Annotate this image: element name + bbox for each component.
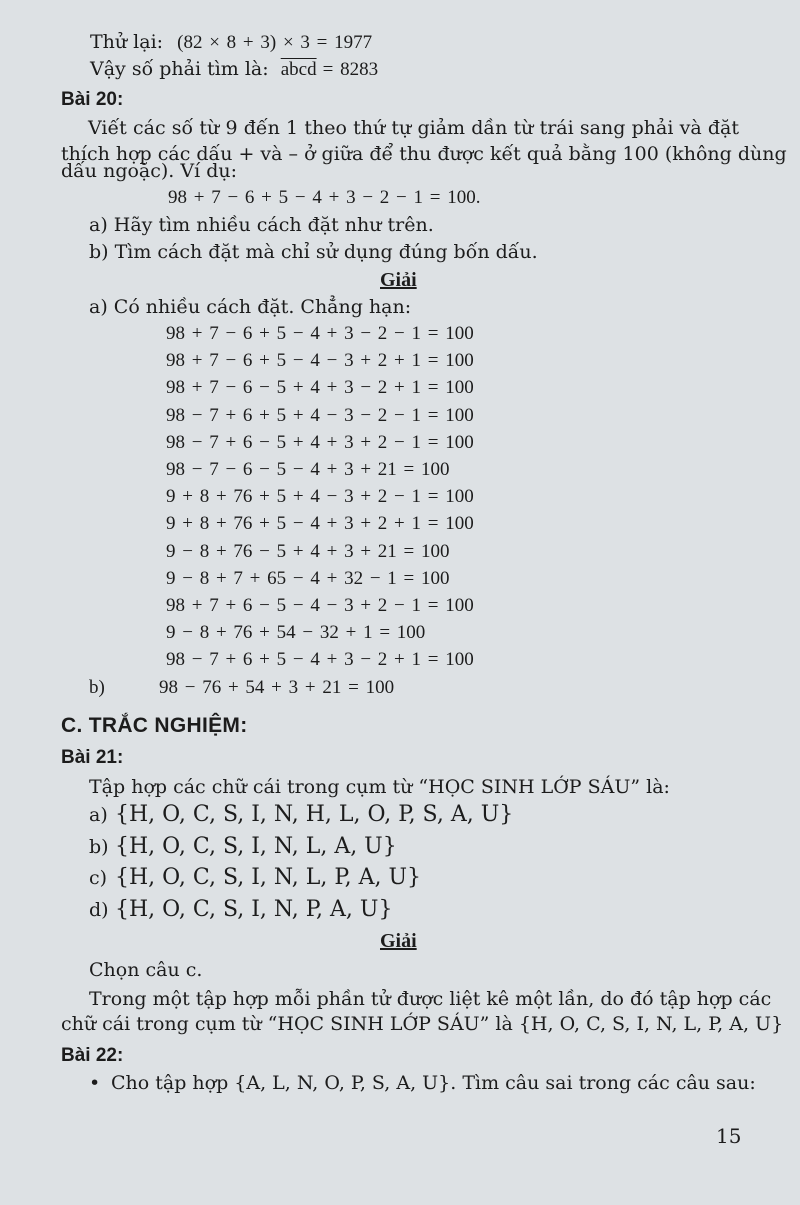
check-prefix: Thử lại: — [90, 31, 164, 53]
option-text: {H, O, C, S, I, N, H, L, O, P, S, A, U} — [115, 802, 514, 827]
option-text: {H, O, C, S, I, N, L, P, A, U} — [115, 865, 422, 890]
equation-line: 98 + 7 − 6 + 5 − 4 − 3 + 2 + 1 = 100 — [166, 350, 474, 371]
equation-line: 98 + 7 − 6 + 5 − 4 + 3 − 2 − 1 = 100 — [166, 323, 474, 344]
bai20-example: 98 + 7 − 6 + 5 − 4 + 3 − 2 − 1 = 100. — [168, 187, 481, 208]
equation-line: 98 − 7 + 6 + 5 + 4 − 3 − 2 − 1 = 100 — [166, 405, 474, 426]
bai21-explain-line1: Trong một tập hợp mỗi phần tử được liệt kê một lần, do đó tập hợp các — [89, 988, 772, 1010]
equation-line: 9 − 8 + 76 − 5 + 4 + 3 + 21 = 100 — [166, 541, 450, 562]
option-label: d) — [89, 899, 109, 921]
option-row — [89, 898, 392, 922]
option-label: c) — [89, 867, 108, 889]
bai20-problem-line2: thích hợp các dấu + và – ở giữa để thu được kết quả bằng 100 (không dùng — [61, 143, 787, 165]
check-expression: (82 × 8 + 3) × 3 = 1977 — [177, 32, 373, 53]
option-row — [89, 803, 513, 827]
bai22-statement-line — [89, 1071, 756, 1095]
page-number: 15 — [716, 1124, 742, 1148]
bai20-solution-a-intro: a) Có nhiều cách đặt. Chẳng hạn: — [89, 296, 412, 318]
answer-value: = 8283 — [322, 59, 379, 80]
equation-line: 9 + 8 + 76 + 5 − 4 + 3 + 2 + 1 = 100 — [166, 513, 474, 534]
bai21-question: Tập hợp các chữ cái trong cụm từ “HỌC SINH LỚP SÁU” là: — [89, 776, 670, 798]
solution-b-label: b) — [89, 677, 105, 698]
equation-line: 98 − 7 − 6 − 5 − 4 + 3 + 21 = 100 — [166, 459, 450, 480]
check-line — [90, 30, 372, 55]
bai21-choice: Chọn câu c. — [89, 959, 203, 981]
option-label: b) — [89, 836, 109, 858]
option-label: a) — [89, 804, 108, 826]
bai21-explain-line2: chữ cái trong cụm từ “HỌC SINH LỚP SÁU” là {H, O, C, S, I, N, L, P, A, U} — [61, 1013, 784, 1035]
answer-prefix: Vậy số phải tìm là: — [90, 58, 269, 80]
option-text: {H, O, C, S, I, N, L, A, U} — [115, 834, 397, 859]
bai20-problem-line1: Viết các số từ 9 đến 1 theo thứ tự giảm dần từ trái sang phải và đặt — [88, 117, 739, 139]
bai20-solution-title: Giải — [380, 269, 417, 291]
equation-line: 9 − 8 + 76 + 54 − 32 + 1 = 100 — [166, 622, 426, 643]
bai20-title: Bài 20: — [61, 89, 124, 110]
equation-line: 98 + 7 + 6 − 5 − 4 − 3 + 2 − 1 = 100 — [166, 595, 474, 616]
bai20-question-b: b) Tìm cách đặt mà chỉ sử dụng đúng bốn dấu. — [89, 241, 538, 263]
equation-line: 9 + 8 + 76 + 5 + 4 − 3 + 2 − 1 = 100 — [166, 486, 474, 507]
bai22-title: Bài 22: — [61, 1045, 124, 1066]
answer-line — [90, 57, 378, 82]
section-c-title: C. TRẮC NGHIỆM: — [61, 714, 248, 737]
bai20-question-a: a) Hãy tìm nhiều cách đặt như trên. — [89, 214, 434, 236]
bai20-solution-b — [89, 676, 394, 700]
option-row — [89, 866, 421, 890]
equation-line: 98 − 7 + 6 − 5 + 4 + 3 + 2 − 1 = 100 — [166, 432, 474, 453]
equation-line: 9 − 8 + 7 + 65 − 4 + 32 − 1 = 100 — [166, 568, 450, 589]
option-text: {H, O, C, S, I, N, P, A, U} — [115, 897, 393, 922]
bai22-statement: Cho tập hợp {A, L, N, O, P, S, A, U}. Tìm câu sai trong các câu sau: — [111, 1072, 756, 1094]
bullet-icon: • — [89, 1072, 101, 1094]
option-row — [89, 835, 397, 859]
bai20-problem-line3: dấu ngoặc). Ví dụ: — [61, 160, 238, 182]
solution-b-equation: 98 − 76 + 54 + 3 + 21 = 100 — [159, 677, 395, 698]
bai21-title: Bài 21: — [61, 747, 124, 768]
answer-variable: abcd — [280, 59, 317, 80]
bai21-solution-title: Giải — [380, 930, 417, 952]
equation-line: 98 − 7 + 6 + 5 − 4 + 3 − 2 + 1 = 100 — [166, 649, 474, 670]
equation-line: 98 + 7 − 6 − 5 + 4 + 3 − 2 + 1 = 100 — [166, 377, 474, 398]
